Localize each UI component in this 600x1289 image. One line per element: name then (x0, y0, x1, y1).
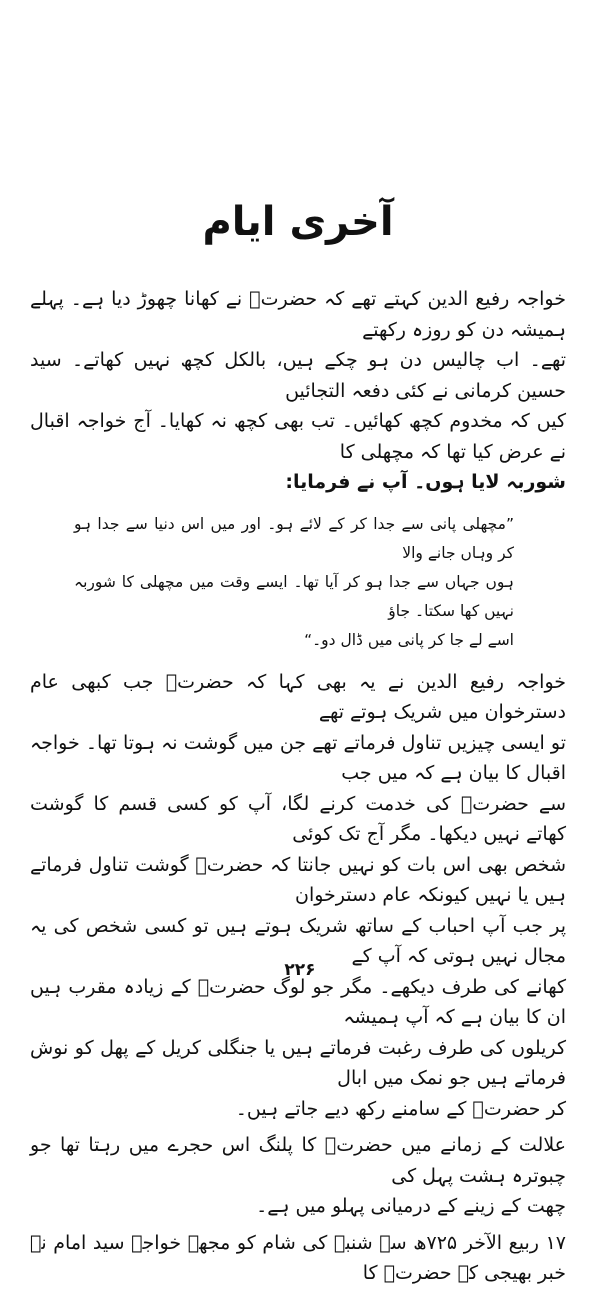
text-line: پر جب آپ احباب کے ساتھ شریک ہوتے ہیں تو کسی شخص کی یہ مجال نہیں ہوتی کہ آپ کے (30, 914, 566, 967)
text-line: خواجہ رفیع الدین کہتے تھے کہ حضرتؒ نے کھانا چھوڑ دیا ہے۔ پہلے ہمیشہ دن کو روزہ رکھتے (30, 288, 566, 341)
text-line: سے حضرتؒ کی خدمت کرنے لگا، آپ کو کسی قسم کا گوشت کھاتے نہیں دیکھا۔ مگر آج تک کوئی (30, 792, 566, 845)
text-line: کھانے کی طرف دیکھے۔ مگر جو لوگ حضرتؒ کے زیادہ مقرب ہیں ان کا بیان ہے کہ آپ ہمیشہ (30, 975, 566, 1028)
text-line: چھت کے زینے کے درمیانی پہلو میں ہے۔ (256, 1195, 566, 1217)
text-line: شوربہ لایا ہوں۔ آپ نے فرمایا: (285, 471, 566, 493)
text-line: خواجہ رفیع الدین نے یہ بھی کہا کہ حضرتؒ جب کبھی عام دسترخوان میں شریک ہوتے تھے (30, 670, 566, 723)
quote-line: ”مچھلی پانی سے جدا کر کے لائے ہو۔ اور میں اس دنیا سے جدا ہو کر وہاں جانے والا (74, 514, 514, 562)
text-line: شخص بھی اس بات کو نہیں جانتا کہ حضرتؒ گوشت تناول فرماتے ہیں یا نہیں کیونکہ عام دسترخوان (30, 853, 566, 906)
chapter-title: آخری ایام (202, 199, 394, 245)
text-line: کر حضرتؒ کے سامنے رکھ دیے جاتے ہیں۔ (235, 1097, 566, 1120)
paragraph-3 (30, 1130, 566, 1222)
quote-line: ہوں جہاں سے جدا ہو کر آیا تھا۔ ایسے وقت میں مچھلی کا شوربہ نہیں کھا سکتا۔ جاؤ (74, 572, 514, 620)
text-line: کیں کہ مخدوم کچھ کھائیں۔ تب بھی کچھ نہ کھایا۔ آج خواجہ اقبال نے عرض کیا تھا کہ مچھلی کا (30, 410, 566, 463)
text-line: تھے۔ اب چالیس دن ہو چکے ہیں، بالکل کچھ نہیں کھاتے۔ سید حسین کرمانی نے کئی دفعہ التجائیں (30, 349, 566, 402)
text-line: تو ایسی چیزیں تناول فرماتے تھے جن میں گوشت نہ ہوتا تھا۔ خواجہ اقبال کا بیان ہے کہ میں جب (30, 731, 566, 784)
paragraph-2 (30, 667, 566, 1125)
text-line: ۱۷ ربیع الآخر ۷۲۵ھ سہ شنبہ کی شام کو مجھے خواجہ سید امام نے خبر بھیجی کہ حضرتؒ کا (30, 1231, 566, 1284)
page-number: ۲۲۶ (284, 960, 316, 980)
intro-paragraph (30, 284, 566, 498)
text-line: کریلوں کی طرف رغبت فرماتے ہیں یا جنگلی کریل کے پھل کو نوش فرماتے ہیں جو نمک میں ابال (30, 1036, 566, 1089)
block-quote (74, 510, 514, 655)
quote-line: اسے لے جا کر پانی میں ڈال دو۔“ (304, 630, 514, 649)
paragraph-4 (30, 1228, 566, 1289)
text-line: علالت کے زمانے میں حضرتؒ کا پلنگ اس حجرے میں رہتا تھا جو چبوترہ ہشت پہل کی (30, 1134, 566, 1187)
